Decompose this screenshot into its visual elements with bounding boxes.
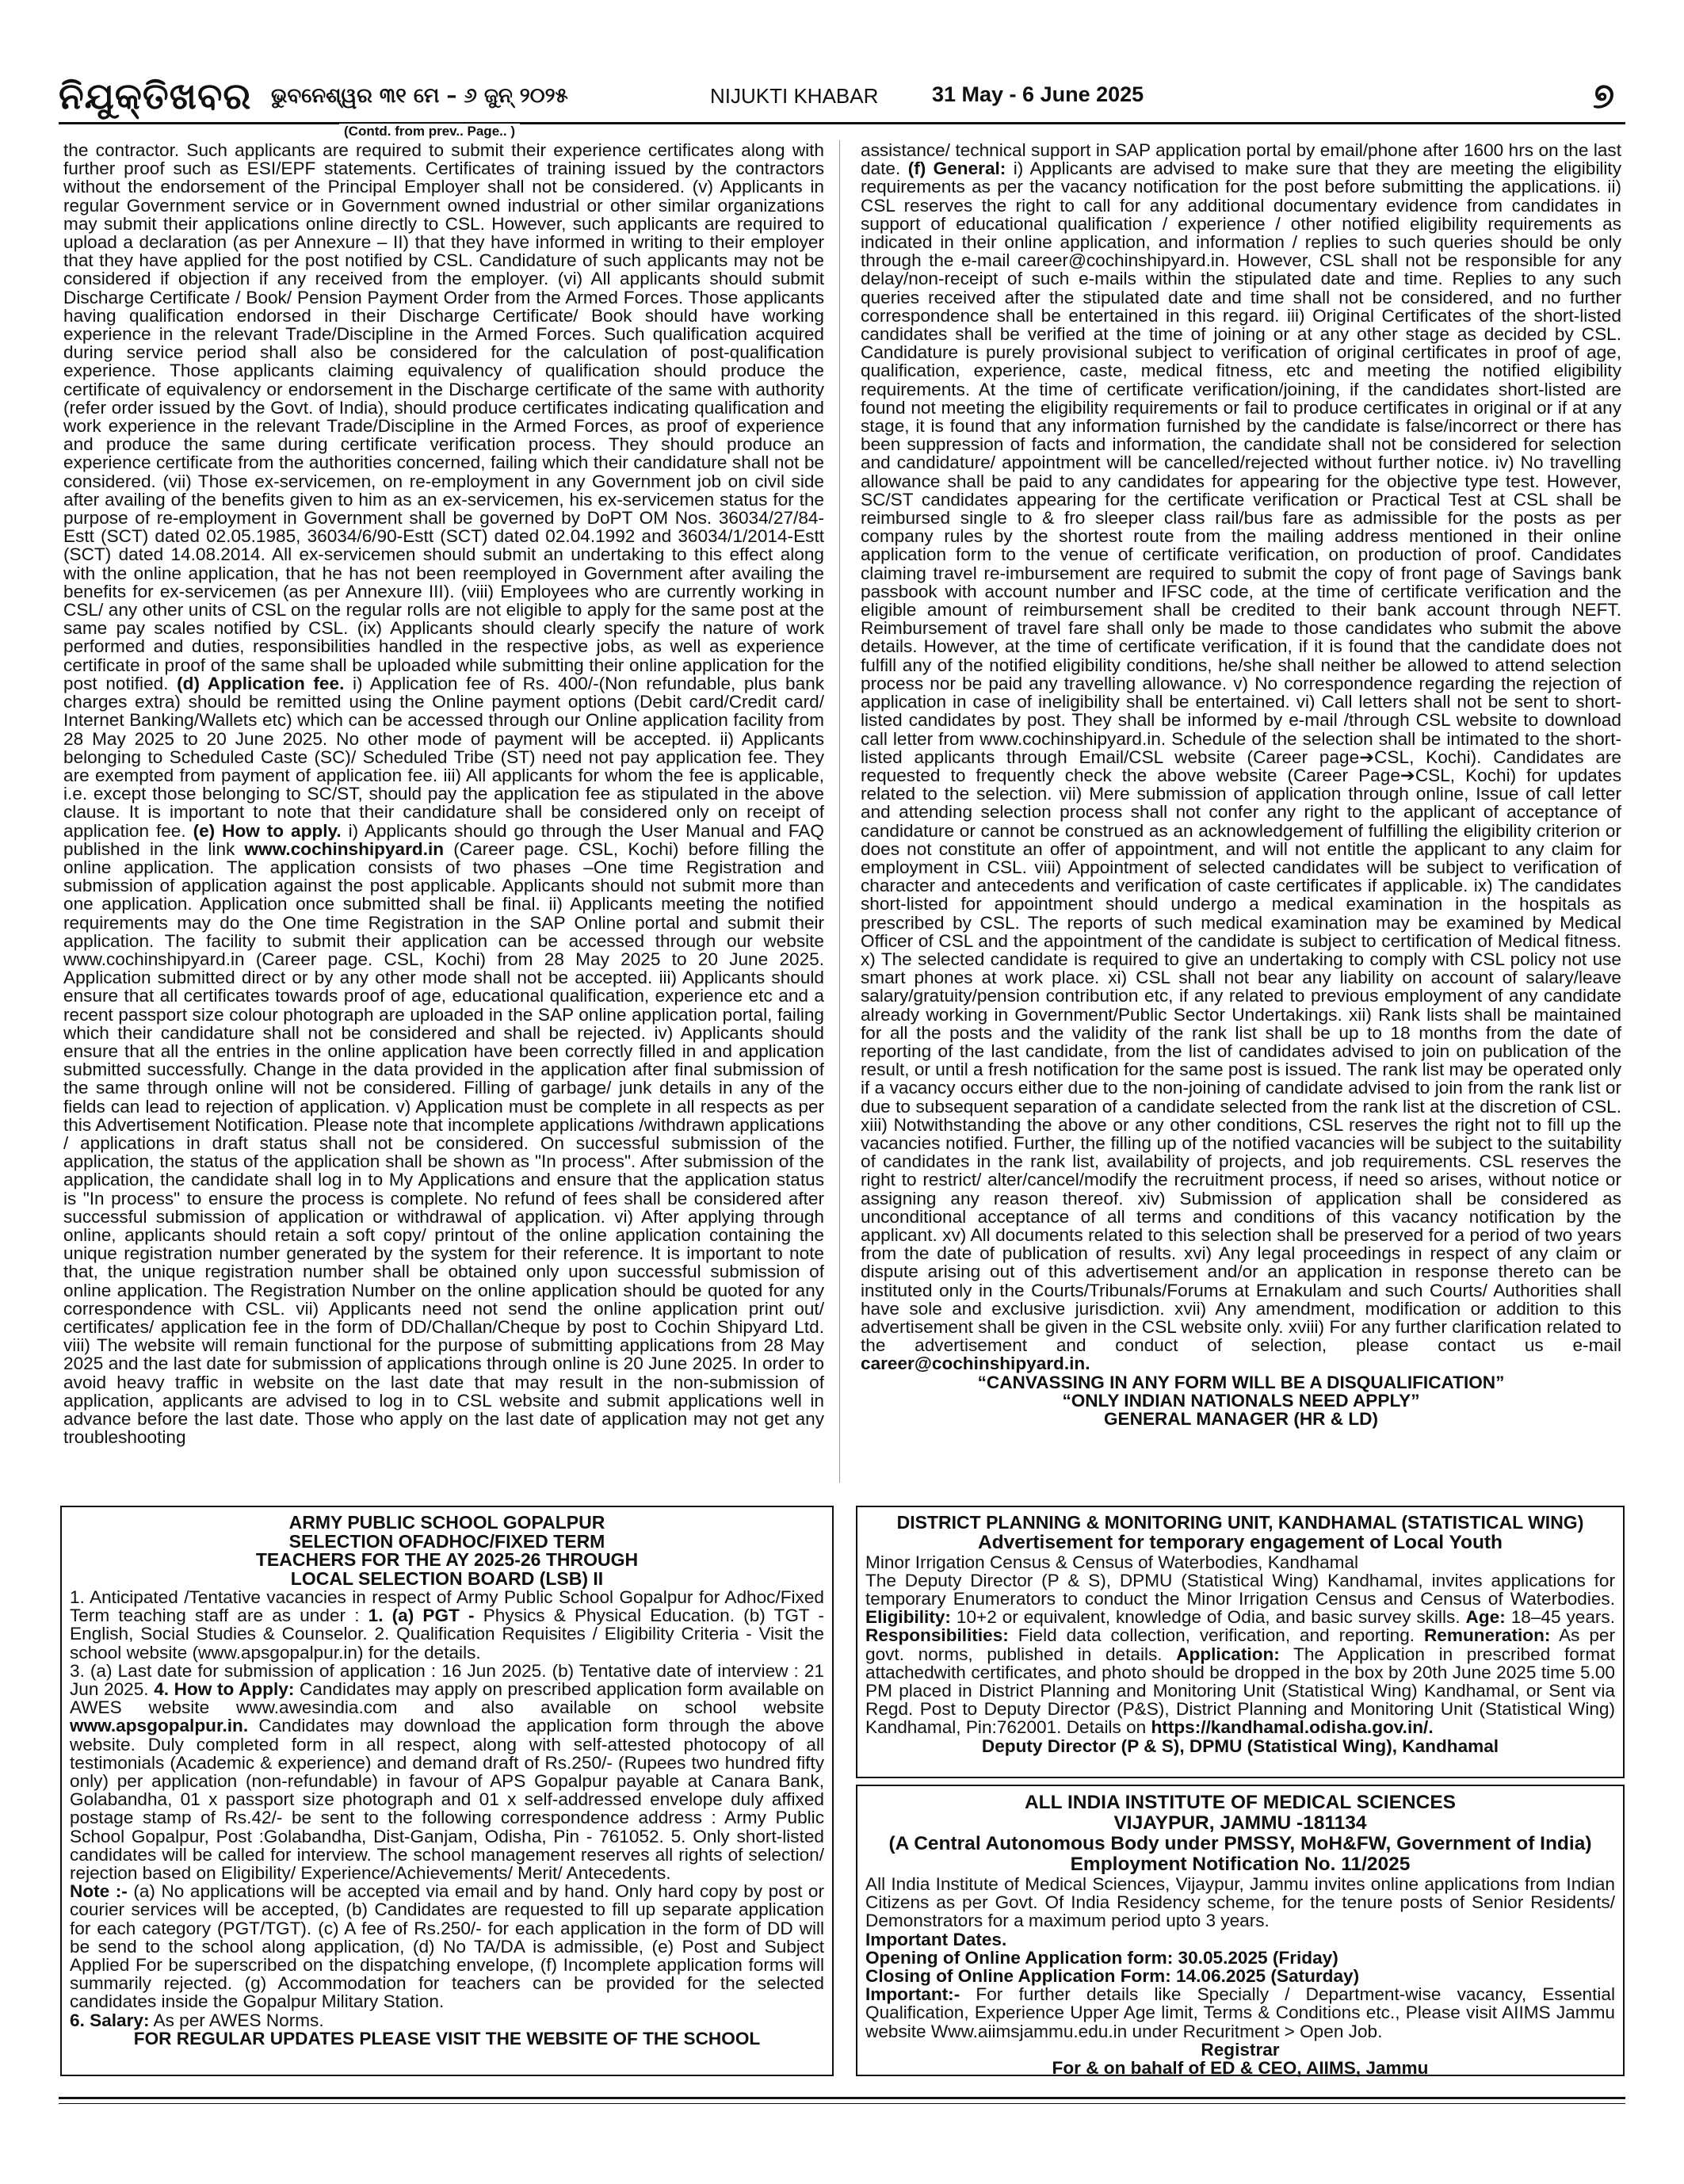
fee-heading: (d) Application fee.: [177, 673, 345, 693]
text-run: 1. Anticipated /Tentative vacancies in respect of Army Public School Gopalpur for Adhoc/Fixed Term teaching staff are as under :: [70, 1587, 824, 1626]
ad-paragraph: [70, 1882, 824, 2010]
district-url: https://kandhamal.odisha.gov.in/.: [1151, 1717, 1434, 1738]
opening-date: Opening of Online Application form: 30.05.2025 (Friday): [865, 1947, 1338, 1968]
masthead-rule: [59, 122, 1625, 124]
masthead: [59, 74, 1625, 117]
text-run: 18–45 years.: [1505, 1607, 1615, 1628]
bold-label: Responsibilities:: [865, 1625, 1009, 1646]
text-run: Physics & Physical Education. (b) TGT - English, Social Studies & Counselor. 2. Qualification Requisites / Eligibility Criteria - Visit the school website (www.apsgopalpur.in) for the details.: [70, 1606, 825, 1663]
bold-label: Important:-: [865, 1984, 960, 2005]
ad-footer: FOR REGULAR UPDATES PLEASE VISIT THE WEBSITE OF THE SCHOOL: [133, 2028, 761, 2048]
paper-name: NIJUKTI KHABAR: [710, 84, 879, 108]
ad-paragraph: [70, 1588, 824, 1662]
bold-label: Remuneration:: [1423, 1625, 1551, 1646]
text-run: i) Applicants should go through the User Manual and FAQ published in the link: [63, 820, 824, 859]
csl-notice-left-column: [63, 141, 824, 1446]
text-run: As per AWES Norms.: [149, 2010, 324, 2030]
bold-label: 6. Salary:: [70, 2010, 150, 2030]
date-range: 31 May - 6 June 2025: [932, 82, 1144, 106]
text-run: i) Application fee of Rs. 400/-(Non refundable, plus bank charges extra) should be remitted using the Online payment options (Debit card/Credit card/ Internet Banking/Wallets etc) which can be accessed through our Online application facility from 28 May 2025 to 20 June 2025. No other mode of payment will be accepted. ii) Applicants belonging to Scheduled Caste (SC)/ Scheduled Tribe (ST) need not pay application fee. They are exempted from payment of application fee. iii) All applicants for whom the fee is applicable, i.e. except those belonging to SC/ST, should pay the application fee as stipulated in the above clause. It is important to note that their candidature shall be considered only on receipt of application fee.: [63, 673, 825, 841]
bold-label: Age:: [1465, 1607, 1506, 1628]
bold-label: Note :-: [70, 1881, 128, 1902]
text-run: 10+2 or equivalent, knowledge of Odia, and basic survey skills.: [950, 1607, 1466, 1628]
ad-heading: LOCAL SELECTION BOARD (LSB) II: [290, 1567, 604, 1589]
csl-notice-right-column: [861, 141, 1621, 1428]
apply-heading: (e) How to apply.: [193, 820, 342, 841]
ad-signature: For & on bahalf of ED & CEO, AIIMS, Jammu: [1052, 2058, 1429, 2079]
page-number: ୭: [1593, 76, 1614, 116]
ad-heading: SELECTION OFADHOC/FIXED TERM: [288, 1530, 605, 1552]
bold-label: 1. (a) PGT -: [368, 1606, 475, 1626]
text-run: i) Applicants are advised to make sure that they are meeting the eligibility requirements as per the vacancy notification for the post before submitting the applications. ii) CSL reserves the right to call for any additional documentary evidence from candidates in support of educational qualification / experience / other notified eligibility requirements as indicated in their online application, and information / replies to such queries should be only through the e-mail career@cochinshipyard.in. However, CSL shall not be responsible for any delay/non-receipt of such e-mails within the stipulated date and time. Replies to any such queries received after the stipulated date and time shall not be considered, and no further correspondence shall be entertained in this regard. iii) Original Certificates of the short-listed candidates shall be verified at the time of joining or at any other stage as decided by CSL. Candidature is purely provisional subject to verification of original certificates in proof of age, qualification, experience, caste, medical fitness, etc and meeting the notified eligibility requirements. At the time of certificate verification/joining, if the candidates short-listed are found not meeting the eligibility requirements or fail to produce certificates in original or if at any stage, it is found that any information furnished by the candidate is false/incorrect or there has been suppression of facts and information, the candidate shall not be considered for selection and candidature/ appointment will be cancelled/rejected without further notice. iv) No travelling allowance shall be paid to any candidates for appearing for the objective type test. However, SC/ST candidates appearing for the certificate verification or Practical Test at CSL shall be reimbursed single to & fro sleeper class rail/bus fare as admissible for the posts as per company rules by the shortest route from the mailing address mentioned in their online application form to the venue of certificate verification, on production of proof. Candidates claiming travel re-imbursement are required to submit the copy of front page of Savings bank passbook with account number and IFSC code, at the time of certificate verification and the eligible amount of reimbursement shall be credited to their bank account through NEFT. Reimbursement of travel fare shall only be made to those candidates who submit the above details. However, at the time of certificate verification, if it is found that the candidate does not fulfill any of the notified eligibility conditions, he/she shall neither be allowed to attend selection process nor be paid any travelling allowance. v) No correspondence regarding the rejection of application in case of ineligibility shall be entertained. vi) Call letters shall not be sent to short-listed candidates by post. They shall be informed by e-mail /through CSL website to download call letter from www.cochinshipyard.in. Schedule of the selection shall be intimated to the short-listed applicants through Email/CSL website (Career page➔CSL, Kochi). Candidates are requested to frequently check the above website (Career Page➔CSL, Kochi) for updates related to the selection. vii) Mere submission of application through online, Issue of call letter and attending selection process shall not confer any right to the applicant of acceptance of candidature or cannot be construed as an acknowledgement of fulfilling the eligibility criterion or does not constitute an offer of appointment, and will not entitle the applicant to any claim for employment in CSL. viii) Appointment of selected candidates will be subject to verification of character and antecedents and verification of caste certificates if applicable. ix) The candidates short-listed for appointment should undergo a medical examination in the hospitals as prescribed by CSL. The reports of such medical examination may be examined by Medical Officer of CSL and the appointment of the candidate is subject to certification of Medical fitness. x) The selected candidate is required to give an undertaking to comply with CSL policy not use smart phones at work place. xi) CSL shall not bear any liability on account of salary/leave salary/gratuity/pension contribution etc, if any related to previous employment of any candidate already working in Government/Public Sector Undertakings. xii) Rank lists shall be maintained for all the posts and the validity of the rank list shall be up to 18 months from the date of reporting of the last candidate, from the list of candidates advised to join on publication of the result, or until a fresh notification for the same post is issued. The rank list may be operated only if a vacancy occurs either due to the non-joining of candidate advised to join from the rank list or due to subsequent separation of a candidate selected from the rank list at the discretion of CSL. xiii) Notwithstanding the above or any other conditions, CSL reserves the right not to fill up the vacancies notified. Further, the filling up of the notified vacancies will be subject to the suitability of candidates in the rank list, availability of projects, and job requirements. CSL reserves the right to restrict/ alter/cancel/modify the recruitment process, if need so arises, without notice or assigning any reason thereof. xiv) Submission of application shall be considered as unconditional acceptance of all terms and conditions of this vacancy notification by the applicant. xv) All documents related to this selection shall be preserved for a period of two years from the date of publication of results. xvi) Any legal proceedings in respect of any claim or dispute arising out of this advertisement and/or an application in response thereto can be instituted only in the Courts/Tribunals/Forums at Ernakulam and such Courts/ Authorities shall have sole and exclusive jurisdiction. xvii) Any amendment, modification or addition to this advertisement shall be given in the CSL website only. xviii) For any further clarification related to the advertisement and conduct of selection, please contact us e-mail: [861, 158, 1622, 1356]
odia-date: ଭୁବନେଶ୍ୱର ୩୧ ମେ – ୬ ଜୁନ୍ ୨୦୨୫: [271, 84, 568, 108]
csl-left-paragraph: [63, 141, 824, 1446]
ad-signature: Registrar: [1201, 2039, 1280, 2060]
bold-label: 4. How to Apply:: [154, 1679, 295, 1700]
text-run: Candidates may download the application form through the above website. Duly completed form in all respect, along with self-attested photocopy of all testimonials (Academic & experience) and demand draft of Rs.250/- (Rupees two hundred fifty only) per application (non-refundable) in favour of APS Gopalpur payable at Canara Bank, Golabandha, 01 x passport size photograph and 01 x self-addressed envelope duly affixed postage stamp of Rs.42/- be sent to the following correspondence address : Army Public School Gopalpur, Post :Golabandha, Dist-Ganjam, Odisha, Pin - 761052. 5. Only short-listed candidates will be called for interview. The school management reserves all rights of selection/ rejection based on Eligibility/ Experience/Achievements/ Merit/ Antecedents.: [70, 1716, 824, 1884]
bold-label: Application:: [1176, 1644, 1280, 1664]
text-run: As per govt. norms, published in details.: [865, 1625, 1615, 1664]
ad-heading: ARMY PUBLIC SCHOOL GOPALPUR: [288, 1512, 605, 1533]
ad-subheading: Advertisement for temporary engagement of Local Youth: [977, 1531, 1503, 1553]
ad-line: [865, 1967, 1615, 1985]
canvassing-note: “CANVASSING IN ANY FORM WILL BE A DISQUALIFICATION”: [977, 1372, 1505, 1392]
bottom-rule: [59, 2097, 1625, 2099]
nationals-note: “ONLY INDIAN NATIONALS NEED APPLY”: [1062, 1390, 1420, 1411]
ad-paragraph: [865, 1571, 1615, 1737]
text-run: (a) No applications will be accepted via email and by hand. Only hard copy by post or courier services will be accepted, (b) Candidates are requested to fill up separate application for each category (PGT/TGT). (c) A fee of Rs.250/- for each application in the form of DD will be send to the school along application, (d) No TA/DA is admissible, (e) Post and Subject Applied For be superscribed on the dispatching envelope, (f) Incomplete application forms will summarily rejected. (g) Accommodation for teachers can be provided for the selected candidates inside the Gopalpur Military Station.: [70, 1881, 824, 2012]
text-run: Field data collection, verification, and reporting.: [1008, 1625, 1424, 1646]
contact-email: career@cochinshipyard.in.: [861, 1354, 1090, 1374]
newspaper-logo: ନିଯୁକ୍ତିଖବର: [59, 74, 252, 117]
text-run: For further details like Specially / Department-wise vacancy, Essential Qualification, Experience Upper Age limit, Terms & Conditions etc., Please visit AIIMS Jammu website Www.aiimsjammu.edu.in under Recuritment > Open Job.: [865, 1984, 1615, 2041]
column-divider: [839, 140, 840, 1483]
text-run: 3. (a) Last date for submission of application : 16 Jun 2025. (b) Tentative date of interview : 21 Jun 2025.: [70, 1660, 824, 1700]
signatory: GENERAL MANAGER (HR & LD): [1103, 1409, 1378, 1430]
ad-heading: TEACHERS FOR THE AY 2025-26 THROUGH: [255, 1549, 639, 1570]
ad-paragraph: [865, 1985, 1615, 2041]
school-website: www.apsgopalpur.in.: [70, 1716, 249, 1736]
ad-heading: VIJAYPUR, JAMMU -181134: [1113, 1812, 1367, 1834]
ad-paragraph: [70, 1662, 824, 1882]
ad-line: [865, 1930, 1615, 1949]
ad-signature: Deputy Director (P & S), DPMU (Statistical Wing), Kandhamal: [981, 1735, 1499, 1756]
aiims-jammu-ad: [856, 1785, 1625, 2079]
text-run: Candidates may apply on prescribed application form available on AWES website www.awesindia.com and also available on school website: [70, 1679, 824, 1718]
ad-paragraph: All India Institute of Medical Sciences, Vijaypur, Jammu invites online applications from Indian Citizens as per Govt. Of India Residency scheme, for the tenure posts of Senior Residents/ Demonstrators for a maximum period upto 3 years.: [865, 1874, 1615, 1931]
text-run: (Career page. CSL, Kochi) before filling the online application. The application consists of two phases –One time Registration and submission of application against the post applicable. Applicants should not submit more than one application. Application once submitted shall be final. ii) Applicants meeting the notified requirements may do the One time Registration in the SAP Online portal and submit their application. The facility to submit their application can be accessed through our website www.cochinshipyard.in (Career page. CSL, Kochi) from 28 May 2025 to 20 June 2025. Application submitted direct or by any other mode shall not be accepted. iii) Applicants should ensure that all certificates towards proof of age, educational qualification, experience etc and a recent passport size colour photograph are uploaded in the SAP online application portal, failing which their candidature shall not be considered and shall be rejected. iv) Applicants should ensure that all the entries in the online application have been correctly filled in and application submitted successfully. Change in the data provided in the application after final submission of the same through online will not be considered. Filling of garbage/ junk details in any of the fields can lead to rejection of application. v) Application must be complete in all respects as per this Advertisement Notification. Please note that incomplete applications /withdrawn applications / applications in draft status shall not be considered. On successful submission of the application, the status of the application shall be shown as "In process". After submission of the application, the candidate shall log in to My Applications and ensure that the application status is "In process" to ensure the process is complete. No refund of fees shall be considered after successful submission of application or withdrawal of application. vi) After applying through online, applicants should retain a soft copy/ printout of the online application containing the unique registration number generated by the system for their reference. It is important to note that, the unique registration number shall be obtained only upon successful submission of online application. The Registration Number on the online application should be quoted for any correspondence with CSL. vii) Applicants need not send the online application print out/ certificates/ application fee in the form of DD/Challan/Cheque by post to Cochin Shipyard Ltd. viii) The website will remain functional for the purpose of submitting applications from 28 May 2025 and the last date for submission of applications through online is 20 June 2025. In order to avoid heavy traffic in website on the last date that may result in the non-submission of application, applicants are advised to log in to CSL website and submit applications well in advance before the last date. Those who apply on the last date of application may not get any troubleshooting: [63, 838, 825, 1448]
ad-heading: (A Central Autonomous Body under PMSSY, MoH&FW, Government of India): [888, 1833, 1592, 1854]
text-run: The Application in prescribed format attachedwith certificates, and photo should be dropped in the box by 20th June 2025 time 5.00 PM placed in District Planning and Monitoring Unit (Statistical Wing) Kandhamal, or Sent via Regd. Post to Deputy Director (P&S), District Planning and Monitoring Unit (Statistical Wing) Kandhamal, Pin:762001. Details on: [865, 1644, 1615, 1738]
text-run: The Deputy Director (P & S), DPMU (Statistical Wing) Kandhamal, invites applications for temporary Enumerators to conduct the Minor Irrigation Census and Census of Waterbodies.: [865, 1570, 1615, 1609]
website-link: www.cochinshipyard.in: [244, 838, 445, 859]
ad-paragraph: [70, 2011, 824, 2029]
ad-heading: Employment Notification No. 11/2025: [1070, 1854, 1411, 1875]
ad-line: [865, 1949, 1615, 1967]
ad-heading: ALL INDIA INSTITUTE OF MEDICAL SCIENCES: [1024, 1792, 1456, 1813]
bold-label: Important Dates.: [865, 1929, 1007, 1949]
dpmu-kandhamal-ad: [856, 1506, 1625, 1778]
general-heading: (f) General:: [907, 158, 1006, 179]
ad-line: Minor Irrigation Census & Census of Waterbodies, Kandhamal: [865, 1552, 1359, 1572]
closing-date: Closing of Online Application Form: 14.06.2025 (Saturday): [865, 1966, 1360, 1987]
text-run: assistance/ technical support in SAP application portal by email/phone after 1600 hrs on the last date.: [861, 140, 1621, 179]
text-run: the contractor. Such applicants are required to submit their experience certificates along with further proof such as ESI/EPF statements. Certificates of training issued by the contractors without the endorsement of the Principal Employer shall not be considered. (v) Applicants in regular Government service or in Government owned industrial or other similar organizations may submit their applications online directly to CSL. However, such applicants are required to upload a declaration (as per Annexure – II) that they have informed in writing to their employer that they have applied for the post notified by CSL. Candidature of such applicants may not be considered if objection if any received from the employer. (vi) All applicants should submit Discharge Certificate / Book/ Pension Payment Order from the Armed Forces. Those applicants having qualification endorsed in their Discharge Certificate/ Book should have working experience in the relevant Trade/Discipline in the Armed Forces. Such qualification acquired during service period shall also be considered for the calculation of post-qualification experience. Those applicants claiming equivalency of qualification should produce the certificate of equivalency or endorsement in the Discharge certificate of the same with authority (refer order issued by the Govt. of India), should produce certificates indicating qualification and work experience in the relevant Trade/Discipline in the Armed Forces, as proof of experience and produce the same during certificate verification process. They should produce an experience certificate from the authorities concerned, failing which their candidature shall not be considered. (vii) Those ex-servicemen, on re-employment in any Government job on civil side after availing of the benefits given to him as an ex-servicemen, his ex-servicemen status for the purpose of re-employment in Government shall be governed by DoPT OM Nos. 36034/27/84- Estt (SCT) dated 02.05.1985, 36034/6/90-Estt (SCT) dated 02.04.1992 and 36034/1/2014-Estt (SCT) dated 14.08.2014. All ex-servicemen should submit an undertaking to this effect along with the online application, that he has not been reemployed in Government after availing the benefits for ex-servicemen (as per Annexure III). (viii) Employees who are currently working in CSL/ any other units of CSL on the regular rolls are not eligible to apply for the same post at the same pay scales notified by CSL. (ix) Applicants should clearly specify the nature of work performed and duties, responsibilities handled in the respective jobs, as well as experience certificate in proof of the same shall be uploaded while submitting their online application for the post notified.: [63, 140, 824, 693]
continued-note: (Contd. from prev.. Page.. ): [339, 124, 520, 139]
csl-right-paragraph: [861, 141, 1621, 1373]
bold-label: Eligibility:: [865, 1607, 951, 1628]
army-school-ad: [60, 1506, 834, 2076]
bottom-rule-thin: [59, 2103, 1625, 2104]
ad-heading: DISTRICT PLANNING & MONITORING UNIT, KANDHAMAL (STATISTICAL WING): [896, 1512, 1584, 1533]
